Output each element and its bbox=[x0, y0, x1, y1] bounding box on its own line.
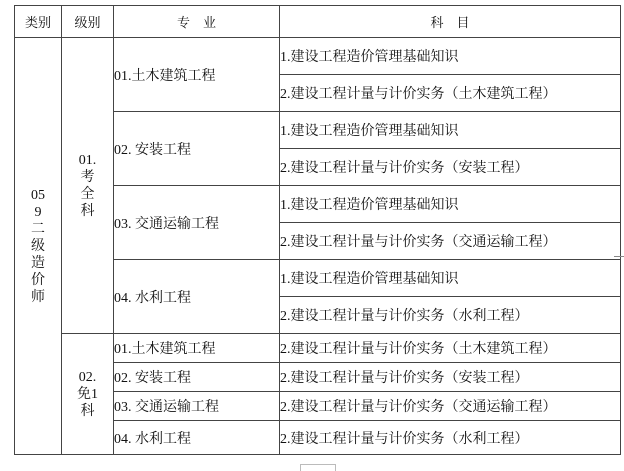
subject-cell: 2.建设工程计量与计价实务（土木建筑工程） bbox=[280, 75, 621, 112]
table-edge-mark bbox=[614, 256, 624, 269]
subject-cell: 2.建设工程计量与计价实务（土木建筑工程） bbox=[280, 334, 621, 363]
subject-cell: 2.建设工程计量与计价实务（交通运输工程） bbox=[280, 392, 621, 421]
category-name: 二级造价师 bbox=[31, 221, 45, 305]
level-name: 免1科 bbox=[77, 386, 98, 419]
table-bottom-edge-mark bbox=[300, 464, 336, 471]
subject-cell: 1.建设工程造价管理基础知识 bbox=[280, 186, 621, 223]
level-name: 考全科 bbox=[80, 169, 95, 219]
level-code: 01. bbox=[78, 152, 97, 168]
subject-cell: 2.建设工程计量与计价实务（水利工程） bbox=[280, 421, 621, 455]
subject-cell: 1.建设工程造价管理基础知识 bbox=[280, 112, 621, 149]
table-row bbox=[15, 38, 621, 75]
header-major: 专 业 bbox=[114, 6, 280, 38]
major-cell: 03. 交通运输工程 bbox=[114, 392, 280, 421]
header-level: 级别 bbox=[62, 6, 114, 38]
major-cell: 04. 水利工程 bbox=[114, 260, 280, 334]
level-code: 02. bbox=[78, 369, 97, 385]
major-cell: 01.土木建筑工程 bbox=[114, 38, 280, 112]
table-row bbox=[15, 334, 621, 363]
major-cell: 03. 交通运输工程 bbox=[114, 186, 280, 260]
major-cell: 02. 安装工程 bbox=[114, 112, 280, 186]
subject-cell: 1.建设工程造价管理基础知识 bbox=[280, 260, 621, 297]
major-cell: 01.土木建筑工程 bbox=[114, 334, 280, 363]
major-cell: 02. 安装工程 bbox=[114, 363, 280, 392]
subject-cell: 2.建设工程计量与计价实务（安装工程） bbox=[280, 149, 621, 186]
category-code: 059 bbox=[31, 187, 45, 220]
level-cell-full bbox=[62, 38, 114, 334]
exam-subject-table bbox=[14, 5, 621, 455]
header-subject: 科 目 bbox=[280, 6, 621, 38]
subject-cell: 2.建设工程计量与计价实务（安装工程） bbox=[280, 363, 621, 392]
subject-cell: 1.建设工程造价管理基础知识 bbox=[280, 38, 621, 75]
subject-cell: 2.建设工程计量与计价实务（水利工程） bbox=[280, 297, 621, 334]
major-cell: 04. 水利工程 bbox=[114, 421, 280, 455]
table-header-row bbox=[15, 6, 621, 38]
category-cell bbox=[15, 38, 62, 455]
level-cell-exempt bbox=[62, 334, 114, 455]
header-category: 类别 bbox=[15, 6, 62, 38]
subject-cell: 2.建设工程计量与计价实务（交通运输工程） bbox=[280, 223, 621, 260]
